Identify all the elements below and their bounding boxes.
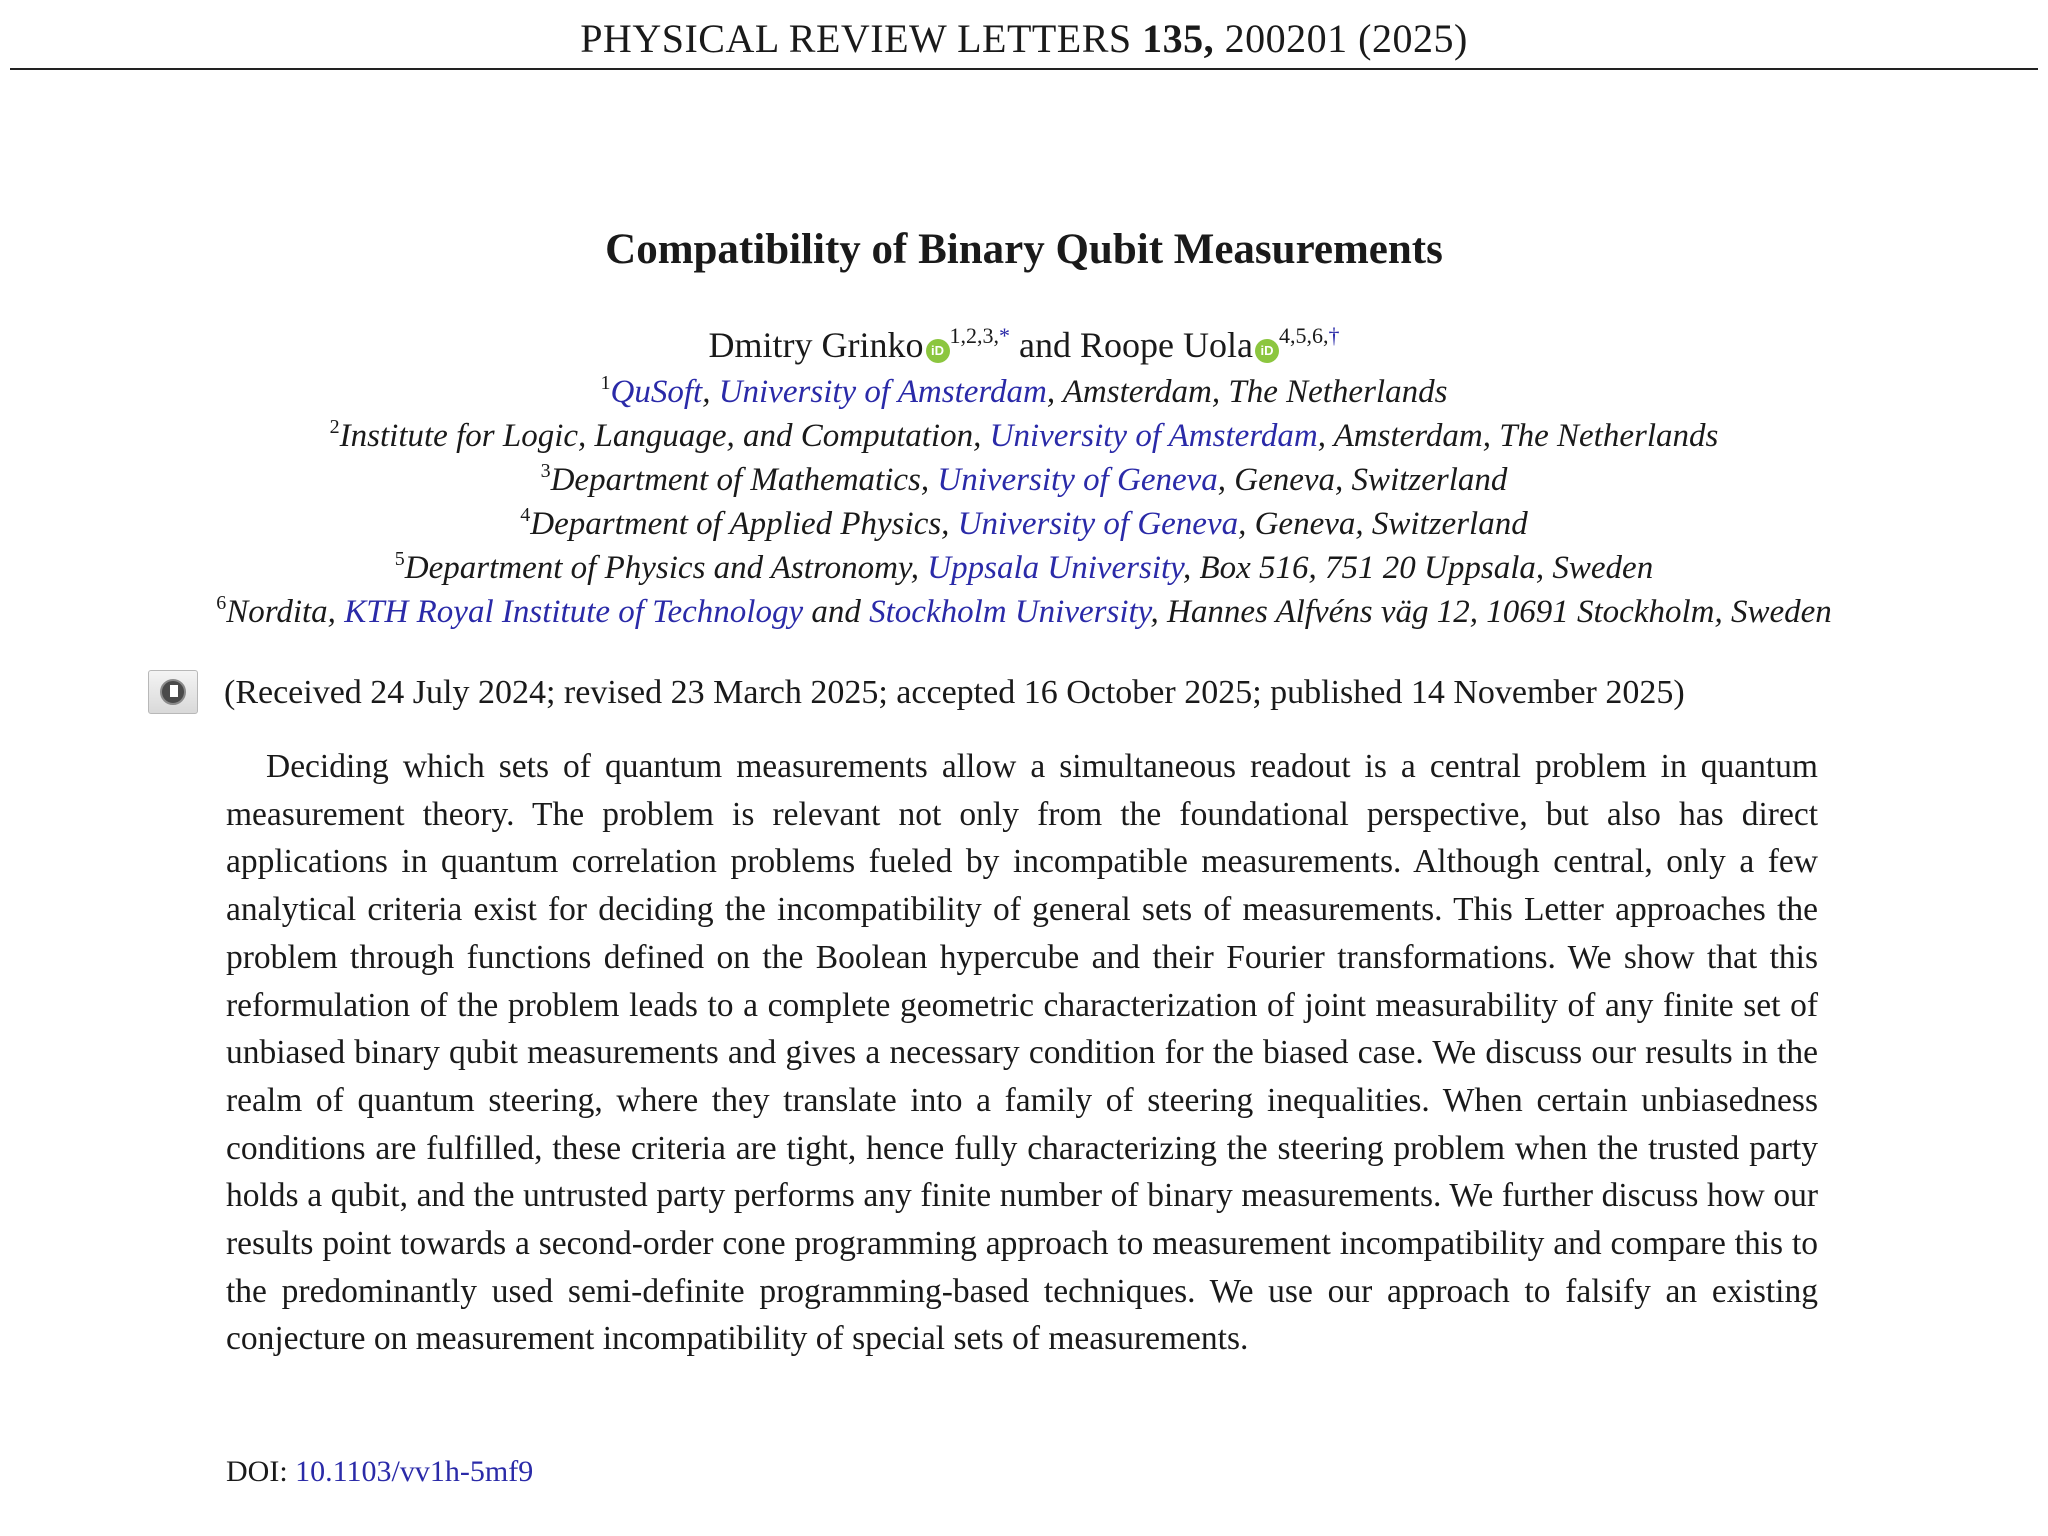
doi-link[interactable]: 10.1103/vv1h-5mf9 bbox=[295, 1455, 534, 1488]
affiliation-1 bbox=[0, 370, 2048, 414]
institution-link[interactable]: University of Geneva bbox=[957, 506, 1239, 542]
publication-history bbox=[148, 668, 1908, 718]
article-number-year: 200201 (2025) bbox=[1224, 16, 1468, 61]
institution-link[interactable]: University of Amsterdam bbox=[989, 418, 1318, 454]
publication-dates: (Received 24 July 2024; revised 23 March 2025; accepted 16 October 2025; published 14 November 2025) bbox=[224, 674, 1685, 711]
author-connector: and bbox=[1019, 325, 1071, 365]
institution-link[interactable]: Stockholm University bbox=[869, 594, 1151, 630]
affiliation-number: 5 bbox=[394, 548, 405, 570]
author-affiliation-marks: 4,5,6,† bbox=[1278, 323, 1340, 348]
institution-link[interactable]: QuSoft bbox=[610, 374, 703, 410]
affiliation-3 bbox=[0, 458, 2048, 502]
affiliation-6 bbox=[0, 590, 2048, 634]
affiliation-text: Department of Applied Physics, bbox=[530, 506, 958, 542]
affiliation-4 bbox=[0, 502, 2048, 546]
affiliation-text: Nordita, bbox=[226, 594, 345, 630]
author-name[interactable]: Roope Uola bbox=[1080, 325, 1253, 365]
institution-link[interactable]: University of Amsterdam bbox=[718, 374, 1047, 410]
affiliation-text: , Hannes Alfvéns väg 12, 10691 Stockholm, Sweden bbox=[1150, 594, 1832, 630]
paper-title: Compatibility of Binary Qubit Measurements bbox=[605, 226, 1443, 273]
abstract: Deciding which sets of quantum measurements allow a simultaneous readout is a central problem in quantum measurement theory. The problem is relevant not only from the foundational perspective, but also has direct applications in quantum correlation problems fueled by incompatible measurements. Although central, only a few analytical criteria exist for deciding the incompatibility of general sets of measurements. This Letter approaches the problem through functions defined on the Boolean hypercube and their Fourier transformations. We show that this reformulation of the problem leads to a complete geometric characterization of joint measurability of any finite set of unbiased binary qubit measurements and gives a necessary condition for the biased case. We discuss our results in the realm of quantum steering, where they translate into a family of steering inequalities. When certain unbiasedness conditions are fulfilled, these criteria are tight, hence fully characterizing the steering problem when the trusted party holds a qubit, and the untrusted party performs any finite number of binary measurements. We further discuss how our results point towards a second-order cone programming approach to measurement incompatibility and compare this to the predominantly used semi-definite programming-based techniques. We use our approach to falsify an existing conjecture on measurement incompatibility of special sets of measurements. bbox=[226, 748, 1818, 1358]
article-history-icon[interactable] bbox=[148, 670, 198, 714]
affiliation-number: 4 bbox=[520, 504, 531, 526]
affiliation-number: 3 bbox=[540, 460, 551, 482]
affiliation-text: , Amsterdam, The Netherlands bbox=[1317, 418, 1719, 454]
affiliation-number: 1 bbox=[600, 372, 611, 394]
journal-name: PHYSICAL REVIEW LETTERS bbox=[580, 16, 1132, 61]
doi bbox=[226, 1452, 533, 1492]
affiliation-list bbox=[0, 370, 2048, 634]
affiliation-text: Department of Physics and Astronomy, bbox=[404, 550, 928, 586]
orcid-icon[interactable]: iD bbox=[1255, 339, 1279, 363]
affiliation-text: , Geneva, Switzerland bbox=[1217, 462, 1508, 498]
orcid-icon[interactable]: iD bbox=[926, 339, 950, 363]
affiliation-text: , Geneva, Switzerland bbox=[1238, 506, 1528, 542]
affiliation-text: Institute for Logic, Language, and Computation, bbox=[339, 418, 990, 454]
doi-label: DOI: bbox=[226, 1455, 296, 1488]
affiliation-text: , bbox=[702, 374, 719, 410]
affiliation-text: , Amsterdam, The Netherlands bbox=[1046, 374, 1448, 410]
institution-link[interactable]: University of Geneva bbox=[937, 462, 1218, 498]
affiliation-text: , Box 516, 751 20 Uppsala, Sweden bbox=[1183, 550, 1654, 586]
institution-link[interactable]: Uppsala University bbox=[927, 550, 1183, 586]
author-affiliation-marks: 1,2,3,* bbox=[949, 323, 1011, 348]
affiliation-2 bbox=[0, 414, 2048, 458]
journal-volume: 135, bbox=[1142, 16, 1215, 61]
footnote-link[interactable]: † bbox=[1328, 323, 1340, 348]
affiliation-number: 6 bbox=[216, 592, 227, 614]
affiliation-number: 2 bbox=[329, 416, 340, 438]
author-list bbox=[0, 322, 2048, 368]
affiliation-5 bbox=[0, 546, 2048, 590]
affiliation-text: and bbox=[803, 594, 870, 630]
journal-header bbox=[10, 16, 2038, 70]
author-name[interactable]: Dmitry Grinko bbox=[708, 325, 924, 365]
footnote-link[interactable]: * bbox=[999, 323, 1011, 348]
affiliation-text: Department of Mathematics, bbox=[550, 462, 938, 498]
institution-link[interactable]: KTH Royal Institute of Technology bbox=[344, 594, 804, 630]
